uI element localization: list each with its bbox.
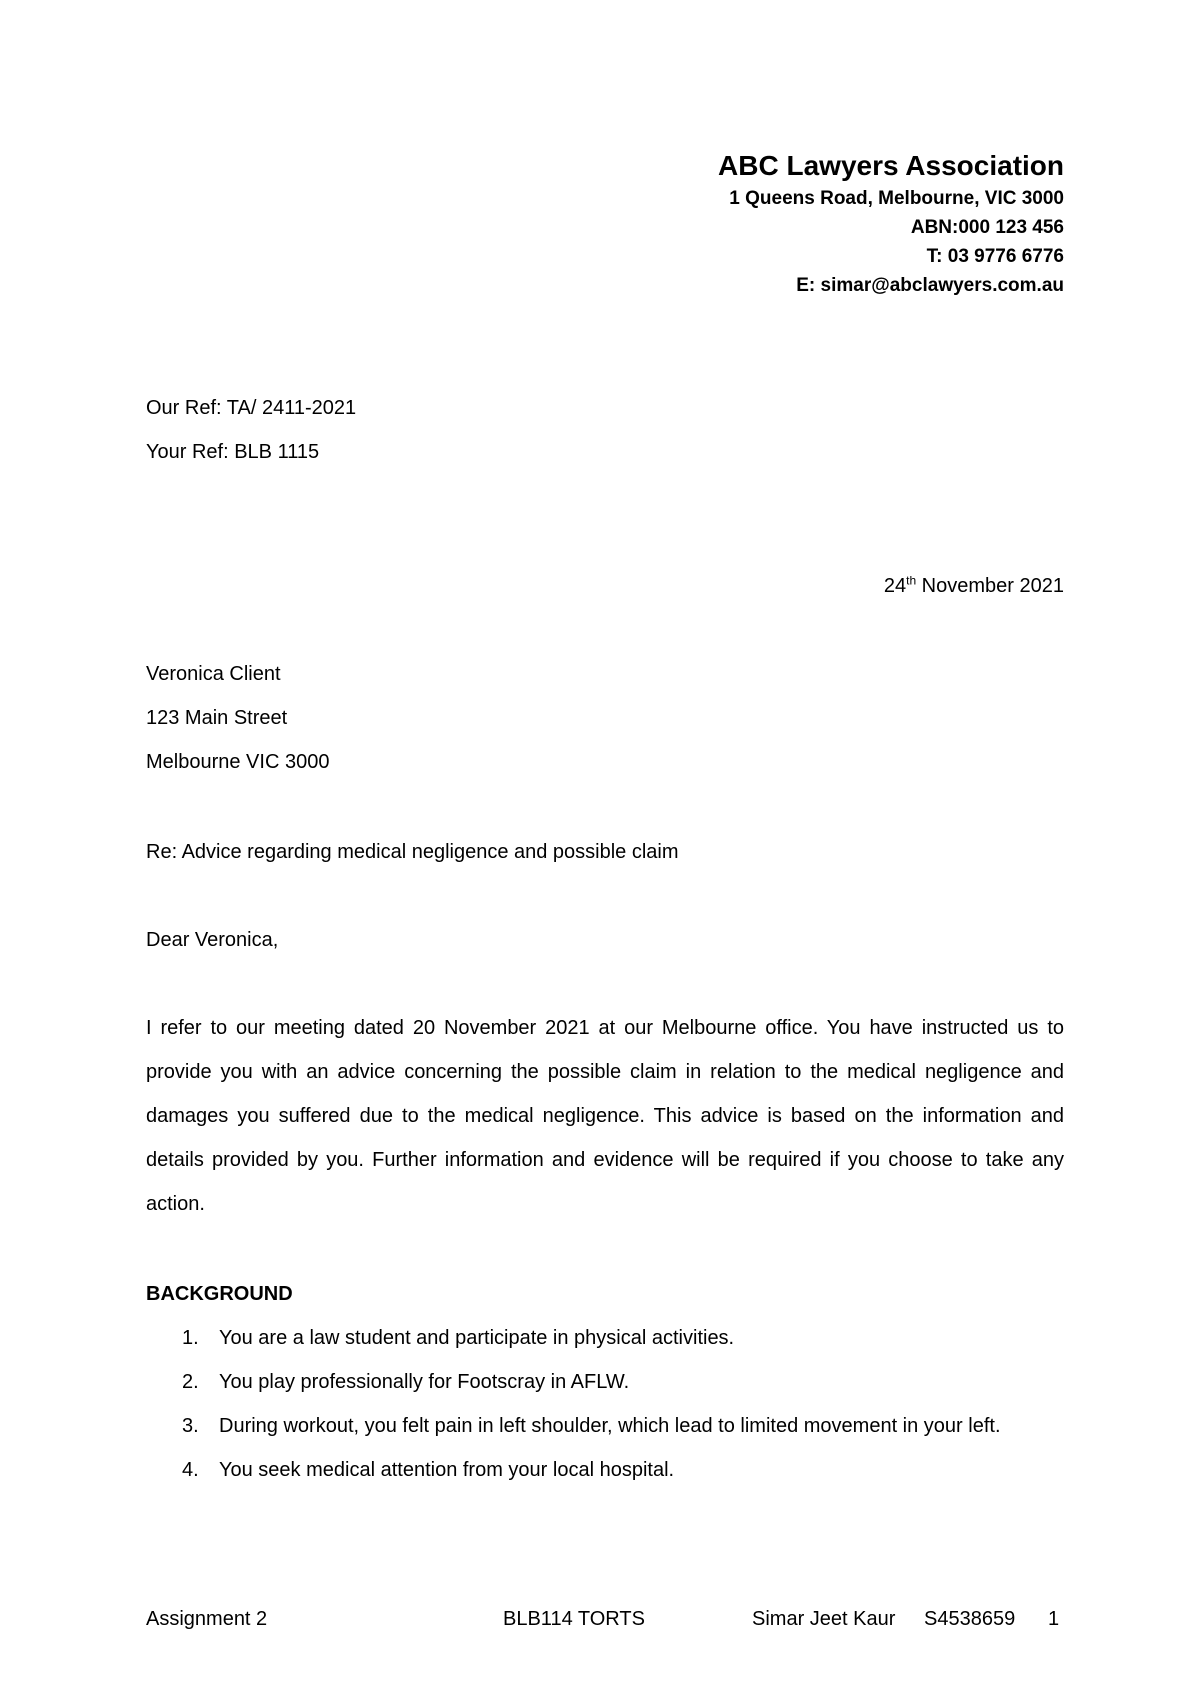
list-text: You are a law student and participate in physical activities. [219,1327,735,1349]
list-text: During workout, you felt pain in left shoulder, which lead to limited movement in your left. [219,1415,1001,1437]
date-rest: November 2021 [916,575,1064,597]
firm-name: ABC Lawyers Association [718,150,1064,181]
list-number: 2. [182,1371,199,1393]
firm-phone: T: 03 9776 6776 [926,246,1064,267]
firm-email: E: simar@abclawyers.com.au [796,275,1064,296]
list-item [146,1448,1064,1492]
firm-abn: ABN:000 123 456 [910,217,1064,238]
footer-assignment: Assignment 2 [146,1608,268,1630]
list-item [146,1404,1064,1448]
list-item [146,1360,1064,1404]
subject-line: Re: Advice regarding medical negligence and possible claim [146,841,679,863]
list-number: 4. [182,1459,199,1481]
intro-paragraph: I refer to our meeting dated 20 November 2021 at our Melbourne office. You have instructed us to provide you with an advice concerning the possible claim in relation to the medical negligence and damages you suffered due to the medical negligence. This advice is based on the information and details provided by you. Further information and evidence will be required if you choose to take any action. [146,1017,1064,1215]
list-text: You seek medical attention from your local hospital. [219,1459,675,1481]
list-number: 1. [182,1327,199,1349]
list-number: 3. [182,1415,199,1437]
your-ref: Your Ref: BLB 1115 [146,441,320,463]
background-heading: BACKGROUND [146,1283,293,1305]
date-day: 24 [883,575,907,597]
footer-author: Simar Jeet Kaur [752,1608,896,1630]
footer-student-id: S4538659 [924,1608,1016,1630]
recipient-address [146,652,329,784]
our-ref: Our Ref: TA/ 2411-2021 [146,397,357,419]
firm-address: 1 Queens Road, Melbourne, VIC 3000 [729,188,1064,209]
letter-date [884,564,1064,608]
recipient-city: Melbourne VIC 3000 [146,751,330,773]
recipient-street: 123 Main Street [146,707,288,729]
salutation: Dear Veronica, [146,929,279,951]
footer-page-number: 1 [1048,1608,1060,1630]
date-suffix: th [906,573,917,588]
letterhead [718,148,1064,300]
background-list [146,1316,1064,1492]
recipient-name: Veronica Client [146,663,281,685]
footer-course: BLB114 TORTS [503,1608,645,1630]
list-text: You play professionally for Footscray in AFLW. [219,1371,630,1393]
list-item [146,1316,1064,1360]
